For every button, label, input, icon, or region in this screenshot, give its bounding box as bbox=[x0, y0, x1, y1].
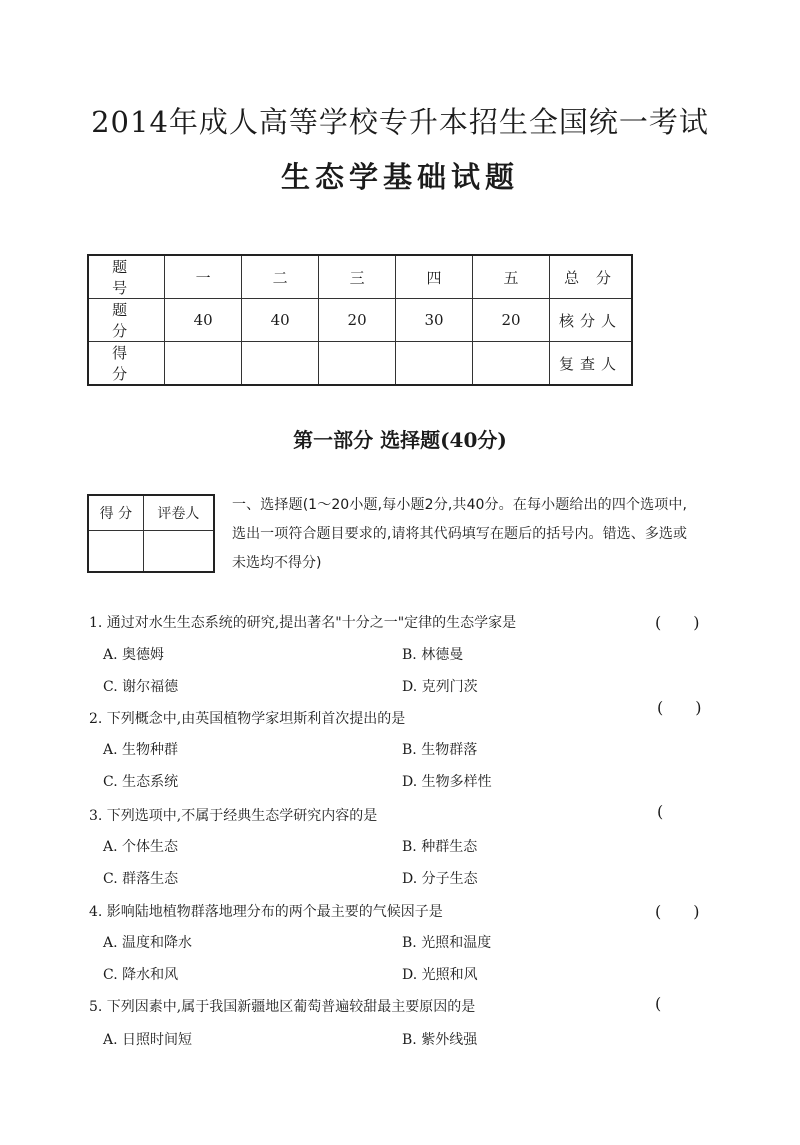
score-table bbox=[87, 254, 633, 386]
option-a: A. 个体生态 bbox=[103, 839, 179, 855]
table-cell: 四 bbox=[396, 255, 473, 299]
table-row bbox=[88, 342, 632, 386]
table-row bbox=[88, 255, 632, 299]
table-cell: 一 bbox=[165, 255, 242, 299]
option-a: A. 奥德姆 bbox=[103, 647, 165, 663]
table-cell: 总 分 bbox=[550, 255, 632, 299]
option-c: C. 群落生态 bbox=[103, 871, 179, 887]
answer-bracket[interactable]: ( ) bbox=[657, 698, 702, 717]
table-row bbox=[88, 531, 214, 573]
option-a: A. 生物种群 bbox=[103, 742, 179, 758]
score-entry-cell[interactable] bbox=[242, 342, 319, 386]
option-b: B. 林德曼 bbox=[402, 647, 464, 663]
option-b: B. 紫外线强 bbox=[402, 1032, 478, 1048]
question-text: 1. 通过对水生生态系统的研究,提出著名"十分之一"定律的生态学家是 bbox=[89, 615, 517, 631]
table-cell: 复查人 bbox=[550, 342, 632, 386]
option-c: C. 生态系统 bbox=[103, 774, 179, 790]
option-b: B. 种群生态 bbox=[402, 839, 478, 855]
question-text: 5. 下列因素中,属于我国新疆地区葡萄普遍较甜最主要原因的是 bbox=[89, 999, 476, 1015]
grader-box bbox=[87, 494, 215, 573]
option-d: D. 生物多样性 bbox=[402, 774, 492, 790]
score-entry-cell[interactable] bbox=[165, 342, 242, 386]
option-b: B. 生物群落 bbox=[402, 742, 478, 758]
grader-name-cell[interactable] bbox=[143, 531, 214, 573]
question-text: 4. 影响陆地植物群落地理分布的两个最主要的气候因子是 bbox=[89, 904, 443, 920]
option-c: C. 谢尔福德 bbox=[103, 679, 179, 695]
option-a: A. 日照时间短 bbox=[103, 1032, 193, 1048]
score-entry-cell[interactable] bbox=[473, 342, 550, 386]
question-text: 3. 下列选项中,不属于经典生态学研究内容的是 bbox=[89, 808, 378, 824]
grader-score-cell[interactable] bbox=[88, 531, 143, 573]
table-row bbox=[88, 299, 632, 342]
answer-bracket[interactable]: ( ) bbox=[655, 613, 700, 632]
answer-bracket[interactable]: ( bbox=[655, 994, 662, 1013]
table-cell: 三 bbox=[319, 255, 396, 299]
table-cell: 题 号 bbox=[88, 255, 165, 299]
option-d: D. 克列门茨 bbox=[402, 679, 478, 695]
table-cell: 得 分 bbox=[88, 342, 165, 386]
table-cell: 题 分 bbox=[88, 299, 165, 342]
answer-bracket[interactable]: ( ) bbox=[655, 902, 700, 921]
score-entry-cell[interactable] bbox=[396, 342, 473, 386]
table-row bbox=[88, 495, 214, 531]
table-cell: 五 bbox=[473, 255, 550, 299]
option-a: A. 温度和降水 bbox=[103, 935, 193, 951]
table-cell: 二 bbox=[242, 255, 319, 299]
option-d: D. 光照和风 bbox=[402, 967, 478, 983]
option-d: D. 分子生态 bbox=[402, 871, 478, 887]
table-cell: 30 bbox=[396, 299, 473, 342]
table-cell: 核分人 bbox=[550, 299, 632, 342]
grader-score-label: 得 分 bbox=[88, 495, 143, 531]
option-c: C. 降水和风 bbox=[103, 967, 179, 983]
section-instructions: 一、选择题(1～20小题,每小题2分,共40分。在每小题给出的四个选项中,选出一项符合题目要求的,请将其代码填写在题后的括号内。错选、多选或未选均不得分) bbox=[232, 497, 687, 571]
table-cell: 40 bbox=[242, 299, 319, 342]
exam-subtitle: 生态学基础试题 bbox=[280, 160, 519, 194]
question-text: 2. 下列概念中,由英国植物学家坦斯利首次提出的是 bbox=[89, 711, 406, 727]
exam-title: 2014年成人高等学校专升本招生全国统一考试 bbox=[91, 105, 709, 139]
grader-name-label: 评卷人 bbox=[143, 495, 214, 531]
part-title: 第一部分 选择题(40分) bbox=[293, 428, 507, 452]
score-entry-cell[interactable] bbox=[319, 342, 396, 386]
table-cell: 20 bbox=[319, 299, 396, 342]
table-cell: 40 bbox=[165, 299, 242, 342]
answer-bracket[interactable]: ( bbox=[657, 802, 664, 821]
table-cell: 20 bbox=[473, 299, 550, 342]
option-b: B. 光照和温度 bbox=[402, 935, 492, 951]
